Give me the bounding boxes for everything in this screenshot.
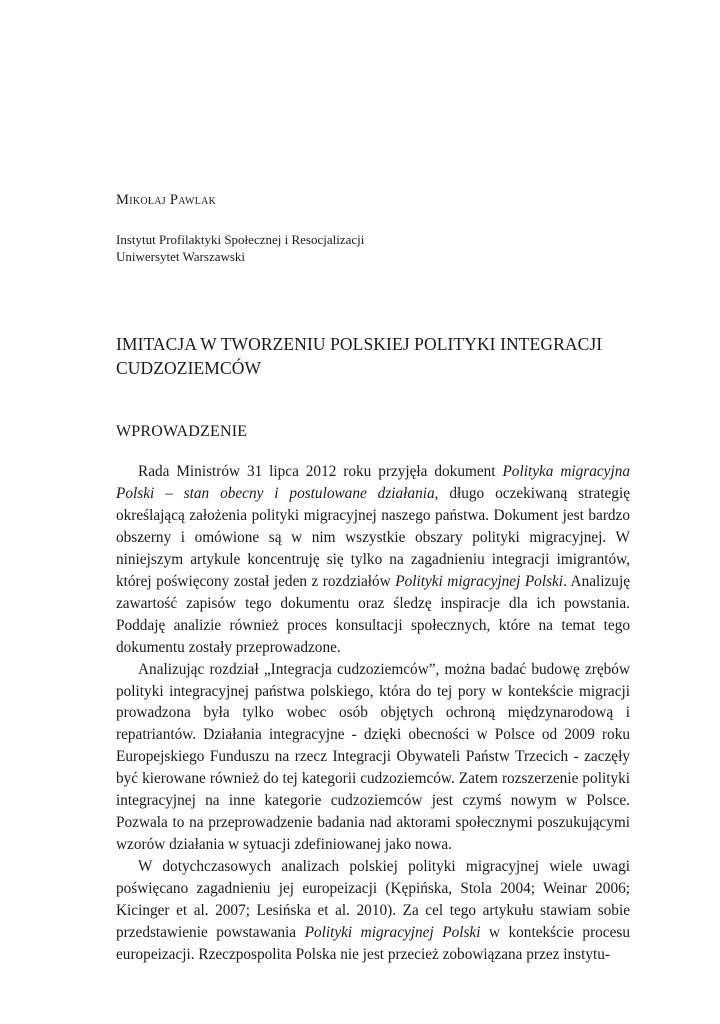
- article-title-line-1: IMITACJA W TWORZENIU POLSKIEJ POLITYKI INTEGRACJI: [116, 334, 603, 354]
- article-title: [116, 332, 636, 380]
- body-text: [116, 461, 630, 966]
- paragraph-2: Analizując rozdział „Integracja cudzoziemców”, można badać budowę zrębów polityki integracyjnej państwa polskiego, która do tej pory w kontekście migracji prowadzona była tylko wobec osób objętych ochroną międzynarodową i repatriantów. Działania integracyjne - dzięki obecności w Polsce od 2009 roku Europejskiego Funduszu na rzecz Integracji Obywateli Państw Trzecich - zaczęły być kierowane również do tej kategorii cudzoziemców. Zatem rozszerzenie polityki integracyjnej na inne kategorie cudzoziemców jest czymś nowym w Polsce. Pozwala to na przeprowadzenie badania nad aktorami społecznymi poszukującymi wzorów działania w sytuacji zdefiniowanej jako nowa.: [116, 660, 630, 854]
- paragraph-1-text-2: , długo oczekiwaną strategię określającą założenia polityki migracyjnej naszego państwa. Dokument jest bardzo obszerny i omówione są w nim wszystkie obszary polityki migracyjnej. W niniejszym artykule koncentruję się tylko na zagadnieniu integracji imigrantów, której poświęcony został jeden z rozdziałów: [116, 484, 630, 590]
- paragraph-3-italic-1: Polityki migracyjnej Polski: [304, 924, 481, 942]
- paragraph-3-text-1: W dotychczasowych analizach polskiej polityki migracyjnej wiele uwagi poświęcano zagadnieniu jej europeizacji (Kępińska, Stola 2004; Weinar 2006; Kicinger et al. 2007; Lesińska et al. 2010). Za cel tego artykułu stawiam sobie przedstawienie powstawania: [116, 858, 630, 942]
- paragraph-3-text-2: w kontekście procesu europeizacji. Rzeczpospolita Polska nie jest przecież zobowiązana przez instytu-: [116, 924, 630, 963]
- affiliation-institute: Instytut Profilaktyki Społecznej i Resocjalizacji: [116, 232, 365, 247]
- author-name: Mikołaj Pawlak: [116, 192, 217, 208]
- article-title-line-2: CUDZOZIEMCÓW: [116, 358, 262, 378]
- paragraph-1-italic-1: Polityka migracyjna Polski – stan obecny i postulowane działania: [116, 463, 630, 502]
- paragraph-1: [116, 461, 630, 659]
- paragraph-1-italic-2: Polityki migracyjnej Polski: [395, 572, 564, 590]
- paragraph-3: [116, 856, 630, 966]
- paragraph-1-text-3: . Analizuję zawartość zapisów tego dokumentu oraz śledzę inspiracje dla ich powstania. Poddaję analizie również proces konsultacji społecznych, które na temat tego dokumentu zostały przeprowadzone.: [116, 572, 630, 656]
- author-affiliation: [116, 231, 364, 265]
- paragraph-1-text-1: Rada Ministrów 31 lipca 2012 roku przyjęła dokument: [138, 463, 503, 480]
- section-heading: WPROWADZENIE: [116, 423, 248, 440]
- affiliation-university: Uniwersytet Warszawski: [116, 249, 246, 264]
